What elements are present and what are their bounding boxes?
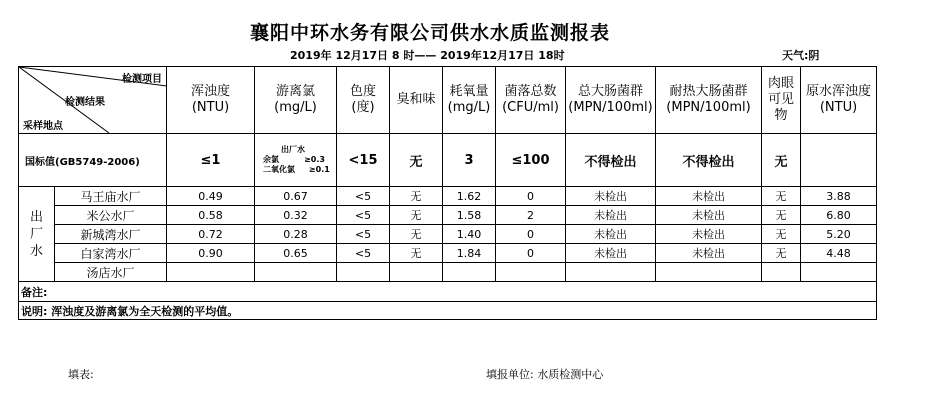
cell-total-coliform: 未检出 [566,187,656,206]
col-header-raw-turbidity: 原水浑浊度 (NTU) [801,67,877,134]
footer-unit: 填报单位: 水质检测中心 [486,368,604,381]
cell-raw-turbidity: 5.20 [801,225,877,244]
cell-heat-coliform: 未检出 [656,187,762,206]
cell-visible: 无 [762,187,801,206]
col-header-turbidity: 浑浊度 (NTU) [167,67,255,134]
standard-label: 国标值(GB5749-2006) [19,134,167,187]
cell-oxygen: 1.62 [443,187,496,206]
cell-visible: 无 [762,206,801,225]
note-row [19,302,877,320]
col-header-visible-matter: 肉眼 可见 物 [762,67,801,134]
cell-turbidity: 0.72 [167,225,255,244]
cell-turbidity: 0.58 [167,206,255,225]
cell-colony [496,263,566,282]
cell-odor [390,263,443,282]
cell-odor: 无 [390,187,443,206]
plant-name: 米公水厂 [55,206,167,225]
weather-info: 天气:阴 [782,49,820,62]
cell-chlorine [255,263,337,282]
plant-name: 马王庙水厂 [55,187,167,206]
cell-total-coliform: 未检出 [566,225,656,244]
table-row [19,187,877,206]
cell-total-coliform [566,263,656,282]
cell-heat-coliform: 未检出 [656,244,762,263]
cell-visible: 无 [762,225,801,244]
cell-oxygen [443,263,496,282]
cell-color: <5 [337,225,390,244]
cell-heat-coliform: 未检出 [656,225,762,244]
plant-name: 白家湾水厂 [55,244,167,263]
table-row [19,225,877,244]
remark-row [19,282,877,302]
outlet-water-label: 出 厂 水 [19,187,55,282]
col-header-free-chlorine: 游离氯 (mg/L) [255,67,337,134]
report-title: 襄阳中环水务有限公司供水水质监测报表 [249,22,610,44]
cell-oxygen: 1.40 [443,225,496,244]
note-text: 说明: 浑浊度及游离氯为全天检测的平均值。 [19,302,877,320]
cell-turbidity: 0.90 [167,244,255,263]
standard-turbidity: ≤1 [167,134,255,187]
plant-name: 新城湾水厂 [55,225,167,244]
cell-odor: 无 [390,244,443,263]
cell-raw-turbidity: 3.88 [801,187,877,206]
col-header-total-coliform: 总大肠菌群 (MPN/100ml) [566,67,656,134]
cell-colony: 0 [496,244,566,263]
cell-chlorine: 0.65 [255,244,337,263]
cell-raw-turbidity: 4.48 [801,244,877,263]
cell-turbidity: 0.49 [167,187,255,206]
header-inspection-item: 检测项目 [122,74,162,85]
cell-total-coliform: 未检出 [566,206,656,225]
col-header-odor: 臭和味 [390,67,443,134]
cell-color: <5 [337,187,390,206]
header-sampling-site: 采样地点 [23,121,63,132]
cell-chlorine: 0.28 [255,225,337,244]
cell-raw-turbidity [801,263,877,282]
cell-raw-turbidity: 6.80 [801,206,877,225]
footer-filler: 填表: [68,368,94,381]
standard-raw [801,134,877,187]
table-row [19,206,877,225]
standard-color: <15 [337,134,390,187]
cell-odor: 无 [390,225,443,244]
cell-odor: 无 [390,206,443,225]
standard-colony: ≤100 [496,134,566,187]
cell-oxygen: 1.84 [443,244,496,263]
cell-color [337,263,390,282]
standard-odor: 无 [390,134,443,187]
standard-chlorine: 出厂水 余氯 ≥0.3 二氧化氯 ≥0.1 [255,134,337,187]
cell-color: <5 [337,206,390,225]
table-row [19,263,877,282]
diagonal-header-cell [19,67,167,134]
cell-color: <5 [337,244,390,263]
water-quality-table [18,66,877,320]
cell-turbidity [167,263,255,282]
standard-heat-coliform: 不得检出 [656,134,762,187]
cell-colony: 2 [496,206,566,225]
standard-row [19,134,877,187]
col-header-oxygen: 耗氧量 (mg/L) [443,67,496,134]
header-row [19,67,877,134]
table-row [19,244,877,263]
cell-colony: 0 [496,187,566,206]
cell-chlorine: 0.32 [255,206,337,225]
report-period: 2019年 12月17日 8 时—— 2019年12月17日 18时 [290,49,565,62]
standard-total-coliform: 不得检出 [566,134,656,187]
cell-heat-coliform [656,263,762,282]
standard-visible: 无 [762,134,801,187]
cell-heat-coliform: 未检出 [656,206,762,225]
cell-oxygen: 1.58 [443,206,496,225]
cell-colony: 0 [496,225,566,244]
cell-total-coliform: 未检出 [566,244,656,263]
plant-name: 汤店水厂 [55,263,167,282]
col-header-colony: 菌落总数 (CFU/ml) [496,67,566,134]
remark-label: 备注: [19,282,877,302]
col-header-color: 色度 (度) [337,67,390,134]
col-header-heat-coliform: 耐热大肠菌群 (MPN/100ml) [656,67,762,134]
cell-visible [762,263,801,282]
cell-chlorine: 0.67 [255,187,337,206]
header-inspection-result: 检测结果 [65,97,105,108]
standard-oxygen: 3 [443,134,496,187]
cell-visible: 无 [762,244,801,263]
